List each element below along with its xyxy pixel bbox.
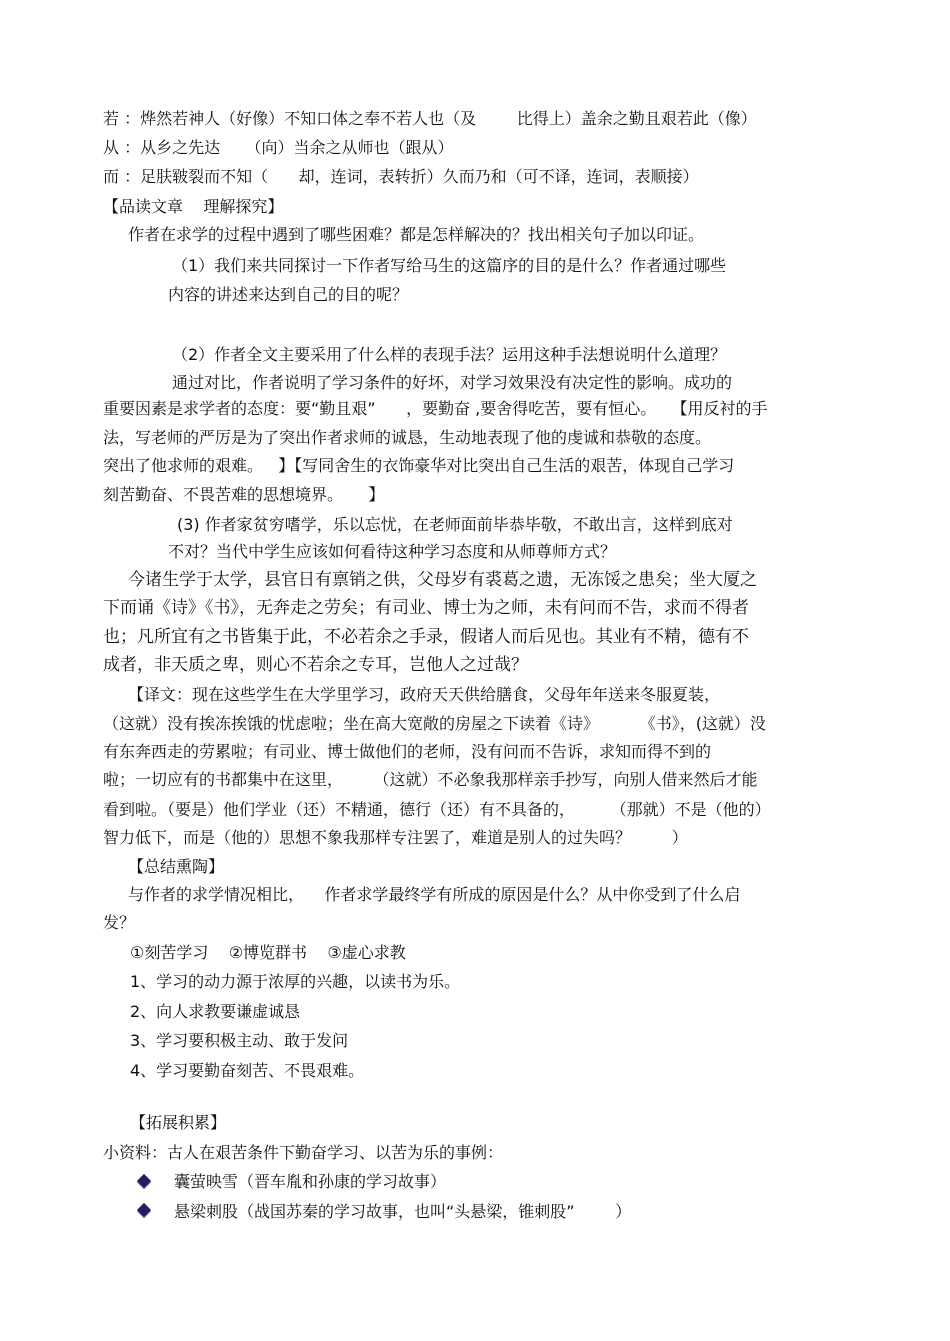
answer-2-line3: 法，写老师的严厉是为了突出作者求师的诚恳，生动地表现了他的虔诚和恭敬的态度。 xyxy=(103,428,712,447)
translation-line6: 智力低下，而是（他的）思想不象我那样专注罢了，难道是别人的过失吗？ ） xyxy=(103,828,688,847)
diamond-bullet-icon xyxy=(137,1203,151,1217)
section-heading-extension: 【拓展积累】 xyxy=(130,1113,227,1132)
classical-text-line1: 今诸生学于太学，县官日有禀销之供，父母岁有裘葛之遗，无冻馁之患矣；坐大厦之 xyxy=(128,570,757,590)
section-heading-summary: 【总结熏陶】 xyxy=(128,857,225,876)
translation-line2: （这就）没有挨冻挨饿的忧虑啦；坐在高大宽敞的房屋之下读着《诗》 《书》，(这就）没 xyxy=(103,714,766,733)
classical-text-line2: 下而诵《诗》《书》，无奔走之劳矣；有司业、博士为之师，未有问而不告，求而不得者 xyxy=(103,598,749,618)
summary-item-1: 1、学习的动力源于浓厚的兴趣，以读书为乐。 xyxy=(130,972,461,991)
question-3-cont: 不对？当代中学生应该如何看待这种学习态度和从师尊师方式？ xyxy=(168,542,617,561)
question-intro: 作者在求学的过程中遇到了哪些困难？都是怎样解决的？找出相关句子加以印证。 xyxy=(128,225,705,244)
line-cong: 从 ：从乡之先达 （向）当余之从师也（跟从） xyxy=(103,138,454,157)
question-1-cont: 内容的讲述来达到自己的目的呢？ xyxy=(168,285,409,304)
question-1: （1）我们来共同探讨一下作者写给马生的这篇序的目的是什么？作者通过哪些 xyxy=(172,256,727,275)
summary-item-4: 4、学习要勤奋刻苦、不畏艰难。 xyxy=(130,1061,365,1080)
answer-2-line5: 刻苦勤奋、不畏苦难的思想境界。 】 xyxy=(103,485,385,504)
summary-question-cont: 发？ xyxy=(103,913,136,932)
summary-points: ①刻苦学习 ②博览群书 ③虚心求教 xyxy=(130,943,406,962)
extension-item-2: 悬梁刺股（战国苏秦的学习故事，也叫“头悬梁，锥刺股” ） xyxy=(174,1202,632,1221)
diamond-bullet-icon xyxy=(137,1174,151,1188)
summary-question: 与作者的求学情况相比， 作者求学最终学有所成的原因是什么？从中你受到了什么启 xyxy=(128,885,741,904)
extension-intro: 小资料：古人在艰苦条件下勤奋学习、以苦为乐的事例： xyxy=(103,1143,504,1162)
answer-2-line4: 突出了他求师的艰难。 】【写同舍生的衣饰豪华对比突出自己生活的艰苦，体现自己学习 xyxy=(103,456,735,475)
translation-line5: 看到啦。（要是）他们学业（还）不精通，德行（还）有不具备的， （那就）不是（他的） xyxy=(103,800,771,819)
line-ruo: 若 ：烨然若神人（好像）不知口体之奉不若人也（及 比得上）盖余之勤且艰若此（像） xyxy=(103,109,757,128)
extension-item-1: 囊萤映雪（晋车胤和孙康的学习故事） xyxy=(174,1172,447,1191)
question-3: (3) 作者家贫穷嗜学，乐以忘忧，在老师面前毕恭毕敬，不敢出言，这样到底对 xyxy=(177,515,733,534)
line-er: 而 ：足肤皲裂而不知（ 却，连词，表转折）久而乃和（可不译，连词，表顺接） xyxy=(103,167,699,186)
section-heading-reading: 【品读文章 理解探究】 xyxy=(103,197,284,216)
question-2: （2）作者全文主要采用了什么样的表现手法？运用这种手法想说明什么道理？ xyxy=(172,345,727,364)
answer-2-line2: 重要因素是求学者的态度：要“勤且艰” ，要勤奋 ,要舍得吃苦，要有恒心。 【用反衬的手 xyxy=(103,399,768,418)
translation-line3: 有东奔西走的劳累啦；有司业、博士做他们的老师，没有问而不告诉，求知而得不到的 xyxy=(103,742,712,761)
translation-line4: 啦；一切应有的书都集中在这里， （这就）不必象我那样亲手抄写，向别人借来然后才能 xyxy=(103,770,758,789)
translation-line1: 【译文：现在这些学生在大学里学习，政府天天供给膳食，父母年年送来冬服夏装， xyxy=(128,685,721,704)
classical-text-line3: 也；凡所宜有之书皆集于此，不必若余之手录，假诸人而后见也。其业有不精，德有不 xyxy=(103,627,749,647)
summary-item-3: 3、学习要积极主动、敢于发问 xyxy=(130,1031,349,1050)
summary-item-2: 2、向人求教要谦虚诚恳 xyxy=(130,1002,301,1021)
answer-2-line1: 通过对比，作者说明了学习条件的好坏，对学习效果没有决定性的影响。成功的 xyxy=(172,373,733,392)
classical-text-line4: 成者，非天质之卑，则心不若余之专耳，岂他人之过哉？ xyxy=(103,655,528,675)
